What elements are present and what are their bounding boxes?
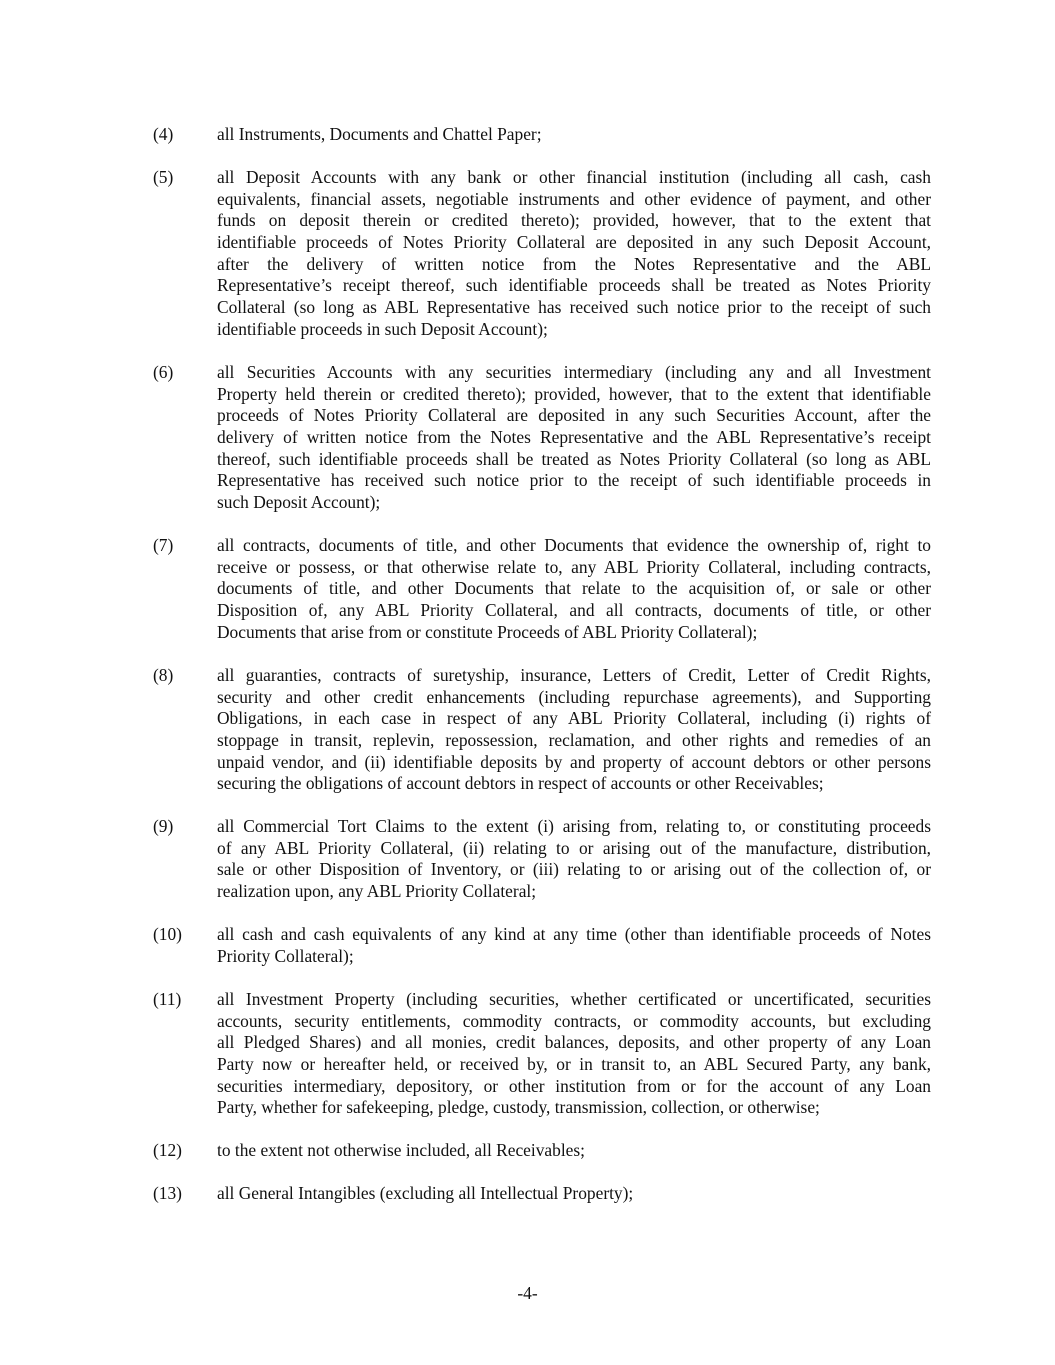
text-line: proceeds of Notes Priority Collateral are deposited in any such Securities Account, after the xyxy=(217,405,931,426)
text-line: of any ABL Priority Collateral, (ii) relating to or arising out of the manufacture, distribution, xyxy=(217,837,931,858)
item-number: (11) xyxy=(153,989,182,1009)
text-line: Obligations, in each case in respect of any ABL Priority Collateral, including (i) rights of xyxy=(217,708,931,729)
text-line: such Deposit Account); xyxy=(217,492,381,513)
text-line: all Deposit Accounts with any bank or other financial institution (including all cash, cash xyxy=(217,167,931,187)
text-line: identifiable proceeds of Notes Priority Collateral are deposited in any such Deposit Account, xyxy=(217,232,931,253)
item-number: (5) xyxy=(153,167,174,187)
text-line: Party now or hereafter held, or received by, or in transit to, an ABL Secured Party, any bank, xyxy=(217,1054,931,1075)
text-line: all General Intangibles (excluding all Intellectual Property); xyxy=(217,1183,634,1203)
item-text xyxy=(217,816,931,903)
item-number: (6) xyxy=(153,362,174,382)
item-number: (4) xyxy=(153,124,174,144)
text-line: all Commercial Tort Claims to the extent (i) arising from, relating to, or constituting proceeds xyxy=(217,816,931,836)
item-text xyxy=(217,167,931,341)
page-number: -4- xyxy=(517,1283,538,1303)
text-line: equivalents, financial assets, negotiable instruments and other evidence of payment, and other xyxy=(217,188,931,209)
text-line: Documents that arise from or constitute Proceeds of ABL Priority Collateral); xyxy=(217,621,758,642)
text-line: all Instruments, Documents and Chattel Paper; xyxy=(217,124,542,144)
item-text xyxy=(217,535,931,643)
text-line: all contracts, documents of title, and other Documents that evidence the ownership of, right to xyxy=(217,535,931,555)
text-line: documents of title, and other Documents that relate to the acquisition of, or sale or other xyxy=(217,578,931,599)
text-line: realization upon, any ABL Priority Collateral; xyxy=(217,881,537,902)
text-line: thereof, such identifiable proceeds shall be treated as Notes Priority Collateral (so long as ABL xyxy=(217,448,931,469)
item-text xyxy=(217,924,931,967)
text-line: Collateral (so long as ABL Representative has received such notice prior to the receipt of such xyxy=(217,297,931,318)
item-number: (8) xyxy=(153,665,174,685)
item-text xyxy=(217,665,931,795)
item-text xyxy=(217,362,931,514)
item-text xyxy=(217,1183,931,1205)
text-line: after the delivery of written notice from the Notes Representative and the ABL xyxy=(217,253,931,274)
text-line: identifiable proceeds in such Deposit Account); xyxy=(217,318,548,339)
text-line: Party, whether for safekeeping, pledge, custody, transmission, collection, or otherwise; xyxy=(217,1097,820,1118)
text-line: to the extent not otherwise included, all Receivables; xyxy=(217,1140,585,1160)
text-line: sale or other Disposition of Inventory, or (iii) relating to or arising out of the collection of, or xyxy=(217,859,931,880)
text-line: stoppage in transit, replevin, repossession, reclamation, and other rights and remedies of an xyxy=(217,730,931,751)
text-line: all Investment Property (including securities, whether certificated or uncertificated, securities xyxy=(217,989,931,1009)
text-line: Priority Collateral); xyxy=(217,945,354,966)
text-line: all Pledged Shares) and all monies, credit balances, deposits, and other property of any Loan xyxy=(217,1032,931,1053)
text-line: Representative has received such notice prior to the receipt of such identifiable proceeds in xyxy=(217,470,931,491)
item-text xyxy=(217,124,931,146)
text-line: accounts, security entitlements, commodity contracts, or commodity accounts, but excluding xyxy=(217,1010,931,1031)
item-number: (12) xyxy=(153,1140,182,1160)
item-number: (9) xyxy=(153,816,174,836)
text-line: receive or possess, or that otherwise relate to, any ABL Priority Collateral, including contracts, xyxy=(217,556,931,577)
item-text xyxy=(217,989,931,1119)
item-number: (10) xyxy=(153,924,182,944)
text-line: Disposition of, any ABL Priority Collateral, and all contracts, documents of title, or other xyxy=(217,600,931,621)
text-line: all cash and cash equivalents of any kind at any time (other than identifiable proceeds of Notes xyxy=(217,924,931,944)
text-line: delivery of written notice from the Notes Representative and the ABL Representative’s receipt xyxy=(217,427,931,448)
text-line: Representative’s receipt thereof, such identifiable proceeds shall be treated as Notes Priority xyxy=(217,275,931,296)
text-line: all Securities Accounts with any securities intermediary (including any and all Investment xyxy=(217,362,931,382)
item-text xyxy=(217,1140,931,1162)
text-line: securities intermediary, depository, or other institution from or for the account of any Loan xyxy=(217,1075,931,1096)
text-line: Property held therein or credited thereto); provided, however, that to the extent that identifiable xyxy=(217,383,931,404)
text-line: all guaranties, contracts of suretyship, insurance, Letters of Credit, Letter of Credit Rights, xyxy=(217,665,931,685)
text-line: security and other credit enhancements (including repurchase agreements), and Supporting xyxy=(217,686,931,707)
item-number: (7) xyxy=(153,535,174,555)
text-line: funds on deposit therein or credited thereto); provided, however, that to the extent that xyxy=(217,210,931,231)
text-line: unpaid vendor, and (ii) identifiable deposits by and property of account debtors or other persons xyxy=(217,751,931,772)
item-number: (13) xyxy=(153,1183,182,1203)
text-line: securing the obligations of account debtors in respect of accounts or other Receivables; xyxy=(217,773,824,794)
